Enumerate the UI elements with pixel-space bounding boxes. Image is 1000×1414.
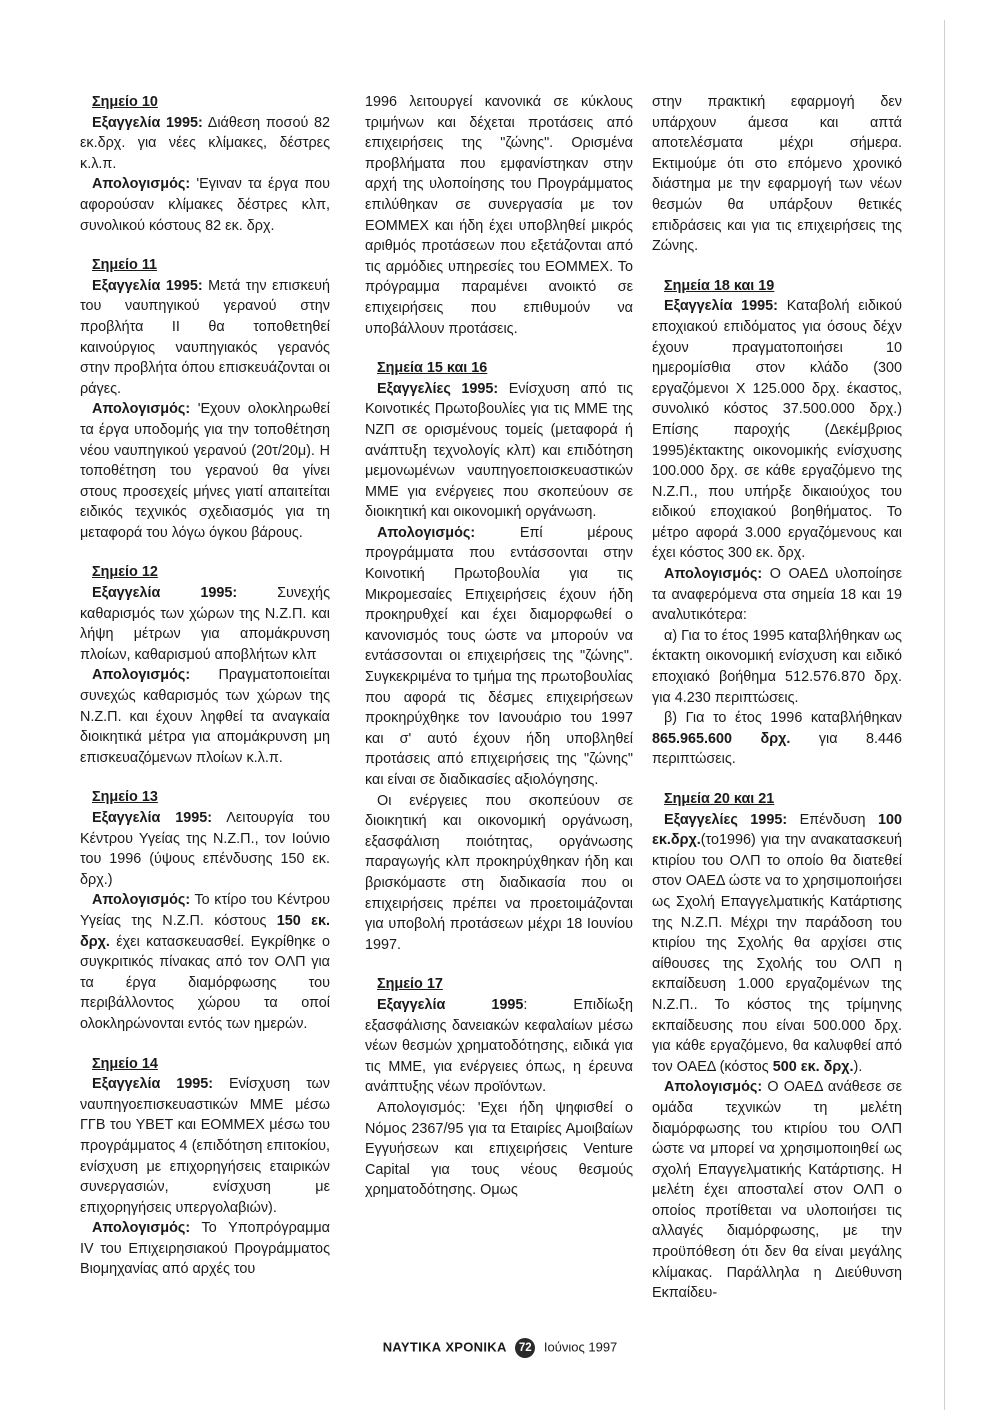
announcement-text: Λειτουργία του Κέντρου Υγείας της Ν.Ζ.Π., τον Ιούνιο του 1996 (ύψους επένδυσης 150 εκ. δρχ.) [80,810,330,888]
section-11 [80,255,330,543]
issue-date: Ιούνιος 1997 [543,1339,618,1355]
paragraph: 1996 λειτουργεί κανονικά σε κύκλους τριμήνων και δέχεται προτάσεις από επιχειρήσεις της "ζώνης". Ορισμένα προβλήματα που εμφανίστηκαν στην αρχή της υλοποίησης του Προγράμματος επιλύθηκαν σε συνεργασία με τον ΕΟΜΜΕΧ και ήδη έχει υποβληθεί μικρός αριθμός προτάσεων που εξετάζονται από τις αρμόδιες υπηρεσίες του ΕΟΜΜΕΧ. Το πρόγραμμα παραμένει ανοικτό σε επιχειρήσεις που επιθυμούν να υποβάλλουν προτάσεις. [365,94,633,337]
accounting [80,1218,330,1280]
accounting [80,174,330,236]
announcement-text: : Επιδίωξη εξασφάλισης δανειακών κεφαλαίων μέσω νέων θεσμών χρηματοδότησης, ειδικά για τις ΜΜΕ, για ενέργειες όπως, η έρευνα ανάπτυξης νέων προϊόντων. [365,996,633,1096]
announcement-text-end: ). [853,1058,863,1075]
accounting-label: Απολογισμός: [92,1220,191,1237]
section-15-16 [365,358,633,955]
announcement-label: Εξαγγελία 1995: [92,810,213,826]
announcement [652,296,902,564]
page-edge-rule [944,20,945,1410]
section-title: Σημεία 18 και 19 [664,277,775,294]
announcement-label: Εξαγγελία 1995: [664,298,778,315]
announcement-label: Εξαγγελία 1995: [92,585,238,602]
accounting [80,399,330,543]
section-20-21 [652,789,902,1304]
list-item-b [652,708,902,770]
accounting-text: 'Εγιναν τα έργα που αφορούσαν κλίμακες δέστρες κλπ, συνολικού κόστους 82 εκ. δρχ. [80,176,330,234]
announcement [365,995,633,1098]
announcement-label: Εξαγγελίες 1995: [664,811,788,828]
announcement-text-cont: (το1996) για την ανακατασκευή κτιρίου του ΟΛΠ το οποίο θα διατεθεί στον ΟΑΕΔ ώστε να το χρησιμοποιήσει ως Σχολή Επαγγελματικής Κατάρτισης της Ν.Ζ.Π. Μέχρι την παράδοση του κτιρίου της Σχολής θα αρχίσει στις αίθουσες της Σχολής του ΟΛΠ η εκπαίδευση 1.000 εργαζομένων της Ν.Ζ.Π.. Το κόστος της τρίμηνης εκπαίδευσης που είναι 500.000 δρχ. για κάθε εργαζόμενο, θα καλυφθεί από τον ΟΑΕΔ (κόστος [652,832,902,1075]
announcement-text: Επένδυση [787,811,878,828]
accounting-text: Πραγματοποιείται συνεχώς καθαρισμός των χώρων της Ν.Ζ.Π. και έχουν ληφθεί τα αναγκαία διοικητικά μέτρα για απομάκρυνση μη επισκευαζόμενων πλοίων κ.λ.π. [80,667,330,766]
accounting [365,523,633,791]
accounting-label: Απολογισμός: [92,892,191,909]
announcement-text: Μετά την επισκευή του ναυπηγικού γερανού στην προβλήτα ΙΙ θα τοποθετηθεί καινούργιος ναυπηγιακός γερανός στην προβλήτα όπου επισκευάζονται οι ράγες. [80,277,330,397]
announcement-label: Εξαγγελία 1995: [92,1076,214,1093]
accounting-label: Απολογισμός: [664,566,763,583]
section-title: Σημεία 20 και 21 [664,791,775,807]
section-title: Σημεία 15 και 16 [377,360,488,377]
announcement-label: Εξαγγελία 1995 [377,996,524,1013]
continuation-text [365,92,633,339]
accounting-label: Απολογισμός: [92,401,191,418]
column-2 [365,92,633,1220]
item-text: β) Για το έτος 1996 καταβλήθηκαν [664,710,902,727]
section-13 [80,787,330,1034]
page-footer [0,1338,1000,1358]
announcement-label: Εξαγγελία 1995: [92,277,203,294]
accounting-text: Το κτίρο του Κέντρου Υγείας της Ν.Ζ.Π. κόστους [80,892,330,929]
accounting-text: Επί μέρους προγράμματα που εντάσσονται στην Κοινοτική Πρωτοβουλία για τις Μικρομεσαίες Επιχειρήσεις έχουν ήδη προκηρυθχεί και έχει διαμορφωθεί ο κανονισμός τους ώστε να μπορούν να εντάσσονται οι επιχειρήσεις της "ζώνης". Συγκεκριμένα το τμήμα της πρωτοβουλίας που αφορά τις δέσμες επιχειρήσεων προκηρύχθηκε τον Ιανουάριο του 1997 και σ' αυτό έχουν ήδη υποβληθεί προτάσεις από επιχειρήσεις της "ζώνης" και είναι σε διαδικασίες αξιολόγησης. [365,524,633,788]
section-18-19 [652,276,902,770]
accounting-text: Ο ΟΑΕΔ υλοποίησε τα αναφερόμενα στα σημεία 18 και 19 αναλυτικότερα: [652,566,902,624]
accounting-text-cont: έχει κατασκευασθεί. Εγκρίθηκε ο συγκριτικός πίνακας από τον ΟΛΠ για τα έργα διαμόρφωσης του περιβάλλοντος χώρου τα οποί ολοκληρώνονται εντός των ημερών. [80,933,330,1032]
accounting-label: Απολογισμός: [664,1079,763,1096]
announcement [652,810,902,1078]
announcement-label: Εξαγγελία 1995: [92,114,203,131]
section-title: Σημείο 12 [92,564,158,581]
announcement-text: Ενίσχυση από τις Κοινοτικές Πρωτοβουλίες για τις ΜΜΕ της ΝΖΠ σε ορισμένους τομείς (μεταφορά ή ανάπτυξη τεχνολογίς κλπ) και επιδότηση μεμονωμένων ναυπηγοεποισκευαστικών ΜΜΕ για ενέργειες που σκοπεύουν σε διοικητική και οικονομική οργάνωση. [365,380,633,521]
amount: 100 εκ.δρχ. [652,811,902,849]
announcement-text: Συνεχής καθαρισμός των χώρων της Ν.Ζ.Π. και λήψη μέτρων για απομάκρυνση πλοίων, καθαρισμού αποβλήτων κλπ [80,585,330,663]
amount: 500 εκ. δρχ. [772,1058,854,1075]
accounting [652,564,902,626]
accounting-text: Το Υποπρόγραμμα IV του Επιχειρησιακού Προγράμματος Βιομηχανίας από αρχές του [80,1220,330,1278]
section-17 [365,974,633,1201]
section-title: Σημείο 10 [92,94,158,110]
announcement [80,1074,330,1218]
announcement [80,276,330,400]
section-title: Σημείο 14 [92,1055,158,1072]
accounting-label: Απολογισμός: [92,176,191,193]
list-item-a: α) Για το έτος 1995 καταβλήθηκαν ως έκτακτη οικονομική ενίσχυση και ειδικό εποχιακό βοήθημα 512.576.870 δρχ. για 4.230 περιπτώσεις. [652,627,902,706]
announcement-text: Διάθεση ποσού 82 εκ.δρχ. για νέες κλίμακες, δέστρες κ.λ.π. [80,114,330,172]
announcement [80,808,330,890]
accounting-text: 'Εχουν ολοκληρωθεί τα έργα υποδομής για την τοποθέτηση νέου ναυπηγικού γερανού (20τ/20μ). Η τοποθέτηση του γερανού θα γίνει στους προσεχείς μήνες γιατί απαιτείται ειδικός τεχνικός σχεδιασμός για τη μεταφορά του λόγω όγκου βάρους. [80,401,330,541]
accounting: Απολογισμός: 'Εχει ήδη ψηφισθεί ο Νόμος 2367/95 για τα Εταιρίες Αμοιβαίων Εγγυήσεων και επιχειρήσεις Venture Capital για τους νέους θεσμούς χρηματοδότησης. Ομως [365,1099,633,1199]
section-14 [80,1054,330,1281]
accounting-label: Απολογισμός: [92,667,191,684]
paragraph: Οι ενέργειες που σκοπεύουν σε διοικητική και οικονομική οργάνωση, εξασφάλιση ποιότητας, οργάνωσης παραγωγής κλπ προκηρύχθηκαν ήδη και βρισκόμαστε στη διαδικασία που οι επιχειρήσεις πρέπει να προετοιμάζονται για υποβολή προτάσεων μέχρι 18 Ιουνίου 1997. [365,792,633,953]
item-text-cont: για 8.446 περιπτώσεις. [652,730,902,768]
announcement-label: Εξαγγελίες 1995: [377,380,499,397]
amount: 865.965.600 δρχ. [652,730,791,747]
section-title: Σημείο 11 [92,257,158,274]
accounting [652,1077,902,1304]
column-3 [652,92,902,1323]
cost-amount: 150 εκ. δρχ. [80,912,330,950]
paragraph: στην πρακτική εφαρμογή δεν υπάρχουν άμεσα και απτά αποτελέσματα μέχρι σήμερα. Εκτιμούμε ότι στο επόμενο χρονικό διάστημα με την εφαρμογή των νέων θεσμών θα υπάρξουν θετικές επιδράσεις και για τις επιχειρήσεις της Ζώνης. [652,94,902,255]
announcement [365,379,633,523]
announcement [80,113,330,175]
section-title: Σημείο 13 [92,789,158,806]
accounting [80,665,330,768]
column-1 [80,92,330,1299]
announcement-text: Ενίσχυση των ναυπηγοεπισκευαστικών ΜΜΕ μέσω ΓΓΒ του ΥΒΕΤ και ΕΟΜΜΕΧ μέσω του προγράμματος 4 (επιδότηση επιτοκίου, ενίσχυση με επιχορηγήσεις εταιρικών συνεργασιών, ενίσχυση με επιχορηγήσεις υπεργολαβιών). [80,1076,330,1216]
accounting-label: Απολογισμός: [377,524,476,541]
accounting [80,890,330,1034]
section-10 [80,92,330,236]
continuation-text [652,92,902,257]
section-title: Σημείο 17 [377,976,443,993]
announcement-text: Καταβολή ειδικού εποχιακού επιδόματος για όσους δέχν έχουν πραγματοποιήσει 10 ημερομίσθια στον κλάδο (300 εργαζόμενοι Χ 125.000 δρχ. έκαστος, συνολικό κόστος 37.500.000 δρχ.) Επίσης παροχής (Δεκέμβριος 1995)έκτακτης οικονομικής ενίσχυσης 100.000 δρχ. σε κάθε εργαζόμενο της Ν.Ζ.Π., που υπήρξε δικαιούχος του ειδικού εποχιακού βοηθήματος. Το μέτρο αφορά 3.000 εργαζόμενους και έχει κόστος 300 εκ. δρχ. [652,298,902,562]
magazine-name: ΝΑΥΤΙΚΑ ΧΡΟΝΙΚΑ [382,1339,507,1355]
accounting-text: Ο ΟΑΕΔ ανάθεσε σε ομάδα τεχνικών τη μελέτη διαμόρφωσης του κτιρίου του ΟΛΠ ώστε να μπορεί να χρησιμοποιηθεί ως σχολή Επαγγελματικής Κατάρτισης. Η μελέτη έχει αποσταλεί στον ΟΛΠ ο οποίος προτίθεται να υλοποιήσει τις αλλαγές διαμόρφωσης, με την προϋπόθεση ότι δεν θα είναι μεγάλης κλίμακας. Παράλληλα η Διεύθυνση Εκπαίδευ- [652,1079,902,1302]
page-number: 72 [515,1338,535,1358]
section-12 [80,562,330,768]
announcement [80,583,330,665]
